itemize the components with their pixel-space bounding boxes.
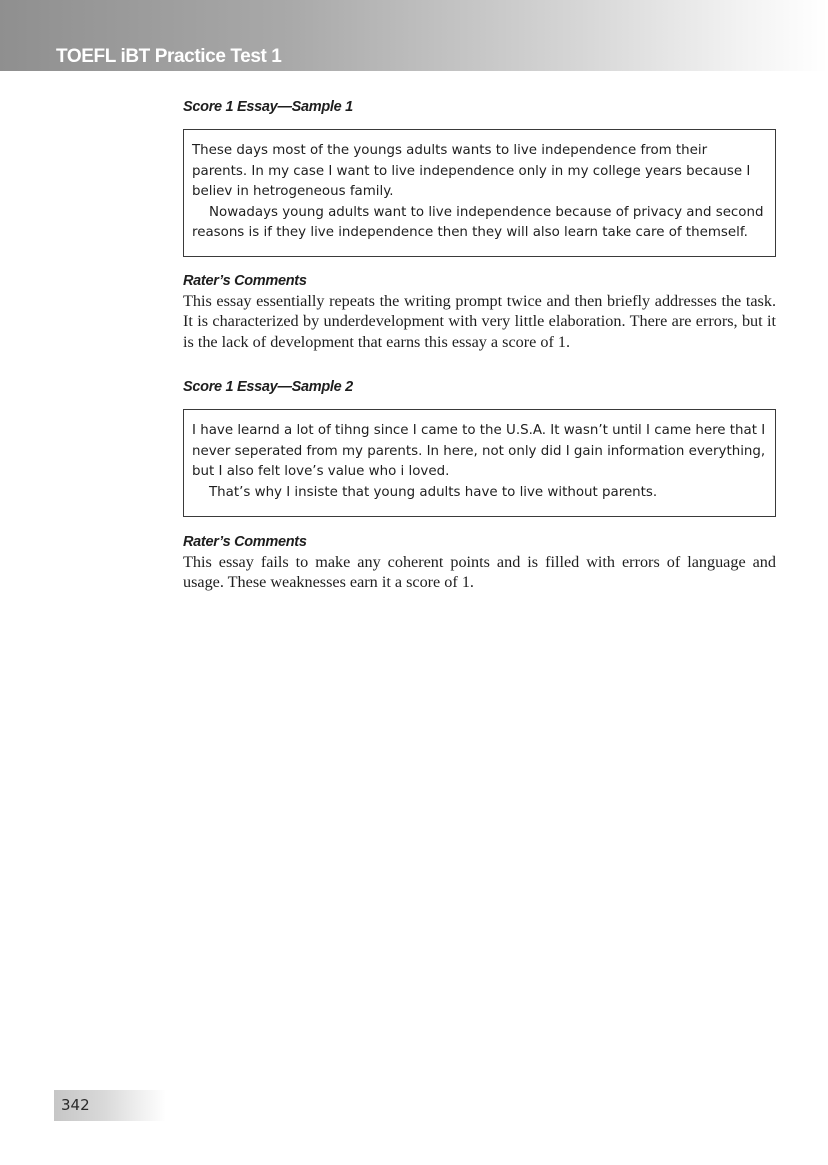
sample-2-raters-comments-heading: Rater’s Comments xyxy=(183,533,307,550)
sample-2-heading: Score 1 Essay—Sample 2 xyxy=(183,379,353,396)
sample-2-paragraph-2: That’s why I insiste that young adults have to live without parents. xyxy=(209,484,658,500)
running-header-title: TOEFL iBT Practice Test 1 xyxy=(56,46,282,67)
sample-1-raters-comments-heading: Rater’s Comments xyxy=(183,272,307,289)
sample-1-paragraph-1: These days most of the youngs adults wants to live independence from their parents. In my case I want to live independence only in my college years because I believ in hetrogeneous family. xyxy=(192,143,751,200)
page-number: 342 xyxy=(61,1096,90,1114)
sample-2-paragraph-1: I have learnd a lot of tihng since I came to the U.S.A. It wasn’t until I came here that I never seperated from my parents. In here, not only did I gain information everything, but I also felt love’s value who i loved. xyxy=(192,423,766,480)
sample-2-essay-box xyxy=(183,409,776,516)
sample-1-paragraph-2: Nowadays young adults want to live independence because of privacy and second reasons is if they live independence then they will also learn take care of themself. xyxy=(192,204,764,241)
sample-1-essay-box xyxy=(183,129,776,257)
sample-1-heading: Score 1 Essay—Sample 1 xyxy=(183,99,353,115)
sample-1-raters-comments-text: This essay essentially repeats the writing prompt twice and then briefly addresses the task. It is characterized by underdevelopment with very little elaboration. There are errors, but it is the lack of development that earns this essay a score of 1. xyxy=(183,291,776,351)
sample-2-raters-comments-text: This essay fails to make any coherent points and is filled with errors of language and usage. These weaknesses earn it a score of 1. xyxy=(183,552,776,591)
page-content xyxy=(183,97,776,592)
